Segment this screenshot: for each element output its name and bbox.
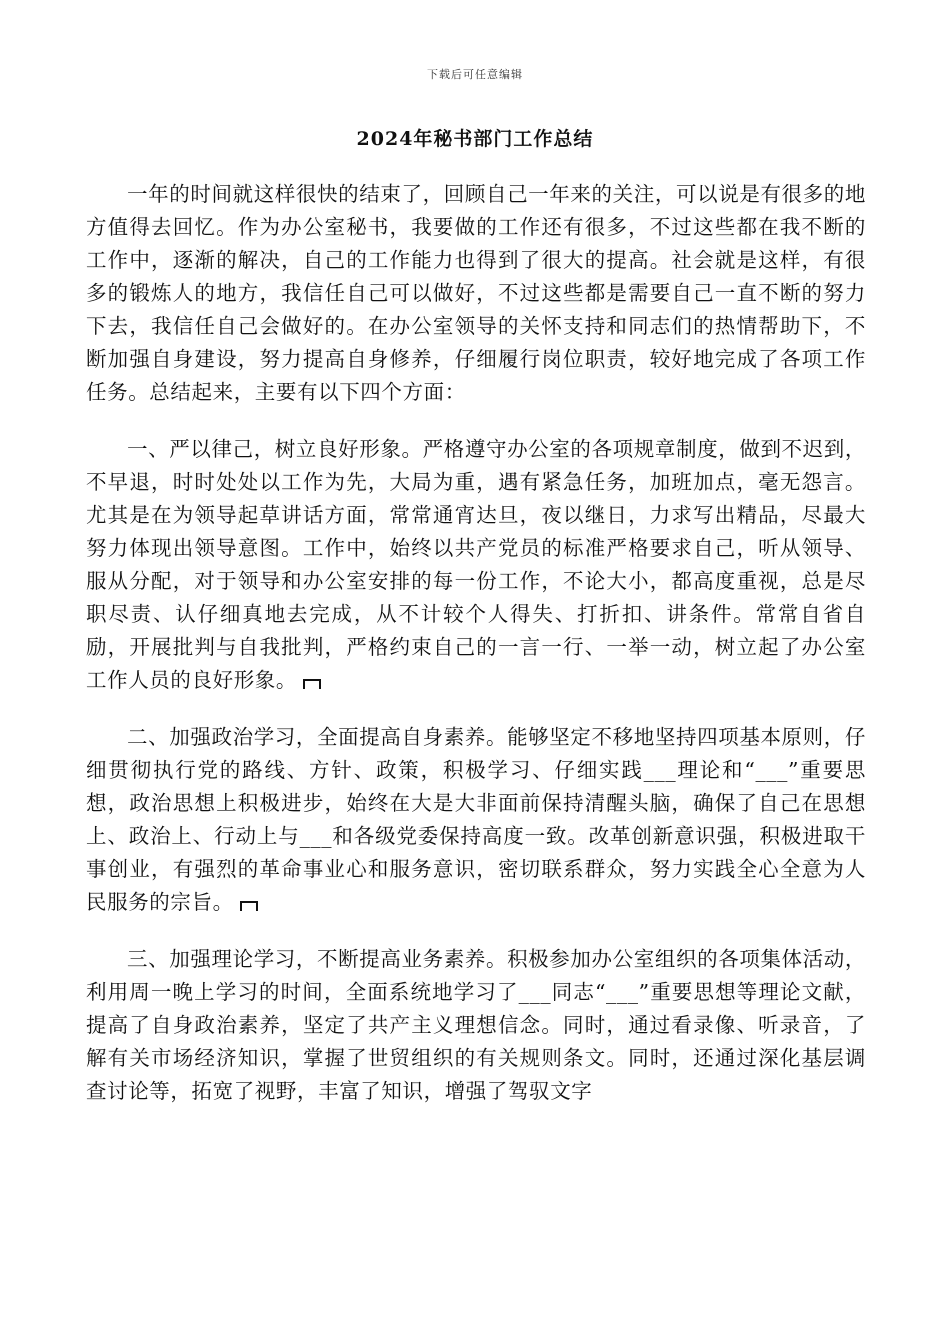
paragraph-intro-text: 一年的时间就这样很快的结束了，回顾自己一年来的关注，可以说是有很多的地方值得去回忆。作为办公室秘书，我要做的工作还有很多，不过这些都在我不断的工作中，逐渐的解决，自己的工作能力也得到了很大的提高。社会就是这样，有很多的锻炼人的地方，我信任自己可以做好，不过这些都是需要自己一直不断的努力下去，我信任自己会做好的。在办公室领导的关怀支持和同志们的热情帮助下，不断加强自身建设，努力提高自身修养，仔细履行岗位职责，较好地完成了各项工作任务。总结起来，主要有以下四个方面： [86,182,866,404]
blank-3: ___ [299,824,333,848]
bracket-mark-icon [303,679,321,689]
paragraph-section-1 [86,433,866,697]
blank-1: ___ [643,758,677,782]
paragraph-section-1-text: 一、严以律己，树立良好形象。严格遵守办公室的各项规章制度，做到不迟到，不早退，时时处处以工作为先，大局为重，遇有紧急任务，加班加点，毫无怨言。尤其是在为领导起草讲话方面，常常通宵达旦，夜以继日，力求写出精品，尽最大努力体现出领导意图。工作中，始终以共产党员的标准严格要求自己，听从领导、服从分配，对于领导和办公室安排的每一份工作，不论大小，都高度重视，总是尽职尽责、认仔细真地去完成，从不计较个人得失、打折扣、讲条件。常常自省自励，开展批判与自我批判，严格约束自己的一言一行、一举一动，树立起了办公室工作人员的良好形象。 [86,437,866,692]
header-note: 下载后可任意编辑 [427,68,523,81]
document-title: 2024年秘书部门工作总结 [356,128,594,150]
paragraph-section-3-text: 三、加强理论学习，不断提高业务素养。积极参加办公室组织的各项集体活动，利用周一晚上学习的时间，全面系统地学习了___同志“___”重要思想等理论文献，提高了自身政治素养，坚定了共产主义理想信念。同时，通过看录像、听录音，了解有关市场经济知识，掌握了世贸组织的有关规则条文。同时，还通过深化基层调查讨论等，拓宽了视野，丰富了知识，增强了驾驭文字 [86,947,866,1103]
blank-2: ___ [755,758,788,782]
paragraph-intro [86,178,866,409]
document-body [86,178,866,1132]
paragraph-section-2-part4: 和各级党委保持高度一致。改革创新意识强，积极进取干事创业，有强烈的革命事业心和服务意识，密切联系群众，努力实践全心全意为人民服务的宗旨。 [86,824,867,914]
paragraph-section-3 [86,943,866,1108]
bracket-mark-icon [240,901,258,911]
paragraph-section-2-part3: ”重要思想，政治思想上积极进步，始终在大是大非面前保持清醒头脑，确保了自己在思想上、政治上、行动上与 [86,758,866,848]
paragraph-section-2 [86,721,866,919]
paragraph-section-2-part2: 理论和“ [676,758,756,782]
paragraph-section-2-part1: 二、加强政治学习，全面提高自身素养。能够坚定不移地坚持四项基本原则，仔细贯彻执行党的路线、方针、政策，积极学习、仔细实践 [86,725,866,782]
